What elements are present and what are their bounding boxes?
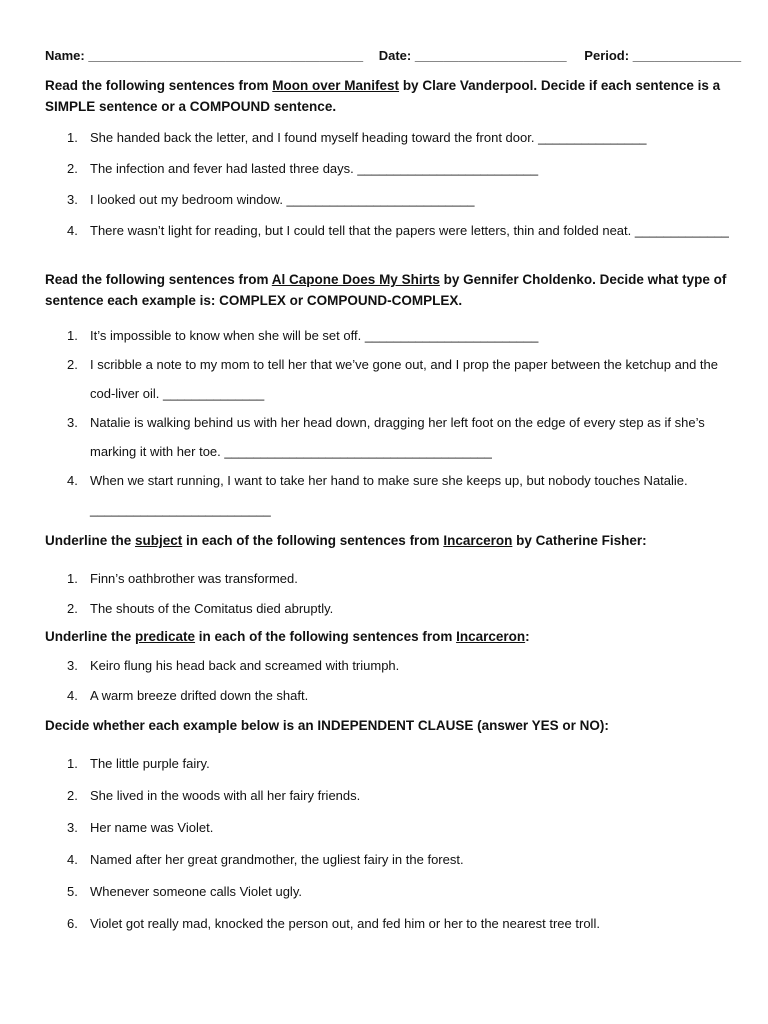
section5-list bbox=[45, 754, 735, 934]
list-item bbox=[45, 656, 735, 676]
section2-heading bbox=[45, 269, 735, 311]
section4-book-title: Incarceron bbox=[456, 629, 526, 644]
list-item bbox=[45, 686, 735, 706]
item-number: 3. bbox=[67, 820, 78, 835]
item-number: 2. bbox=[67, 357, 78, 372]
list-item bbox=[45, 754, 735, 774]
section4-heading-pre: Underline the bbox=[45, 629, 136, 644]
item-text: The infection and fever had lasted three days. _________________________ bbox=[90, 161, 539, 176]
item-text: The shouts of the Comitatus died abruptly. bbox=[90, 601, 334, 616]
item-text: I scribble a note to my mom to tell her that we’ve gone out, and I prop the paper between the ketchup and the cod-liver oil. ______________ bbox=[90, 357, 718, 401]
section4-term: predicate bbox=[135, 629, 196, 644]
list-item bbox=[45, 850, 735, 870]
section3-heading-post: by Catherine Fisher: bbox=[512, 533, 647, 548]
item-text: It’s impossible to know when she will be set off. ________________________ bbox=[90, 328, 539, 343]
section4-heading-mid: in each of the following sentences from bbox=[195, 629, 457, 644]
item-text: Named after her great grandmother, the ugliest fairy in the forest. bbox=[90, 852, 464, 867]
item-number: 4. bbox=[67, 223, 78, 238]
item-number: 1. bbox=[67, 328, 78, 343]
section1-heading-post: by Clare Vanderpool. Decide if each sentence is a SIMPLE sentence or a COMPOUND sentence. bbox=[45, 78, 721, 114]
item-number: 6. bbox=[67, 916, 78, 931]
list-item bbox=[45, 599, 735, 619]
section3-heading-mid: in each of the following sentences from bbox=[182, 533, 444, 548]
item-number: 2. bbox=[67, 601, 78, 616]
item-number: 1. bbox=[67, 756, 78, 771]
section4-list bbox=[45, 656, 735, 706]
list-item bbox=[45, 914, 735, 934]
item-number: 5. bbox=[67, 884, 78, 899]
section5-heading: Decide whether each example below is an INDEPENDENT CLAUSE (answer YES or NO): bbox=[45, 718, 609, 733]
list-item bbox=[45, 128, 735, 148]
list-item bbox=[45, 190, 735, 210]
item-number: 4. bbox=[67, 852, 78, 867]
section1-list bbox=[45, 128, 735, 241]
list-item bbox=[45, 786, 735, 806]
item-text: The little purple fairy. bbox=[90, 756, 210, 771]
student-info-header bbox=[45, 48, 742, 63]
section3-heading-pre: Underline the bbox=[45, 533, 136, 548]
item-number: 1. bbox=[67, 571, 78, 586]
list-item bbox=[45, 221, 735, 241]
name-field[interactable]: Name: ______________________________________ bbox=[45, 48, 364, 63]
list-item bbox=[45, 159, 735, 179]
list-item bbox=[45, 818, 735, 838]
item-text: When we start running, I want to take her hand to make sure she keeps up, but nobody touches Natalie. _________________________ bbox=[90, 473, 688, 517]
list-item bbox=[45, 350, 735, 408]
section3-heading bbox=[45, 530, 735, 551]
item-number: 3. bbox=[67, 658, 78, 673]
section1-heading bbox=[45, 75, 735, 117]
item-text: She handed back the letter, and I found myself heading toward the front door. _______________ bbox=[90, 130, 647, 145]
section4-heading bbox=[45, 626, 735, 647]
item-text: Natalie is walking behind us with her head down, dragging her left foot on the edge of every step as if she’s marking it with her toe. _____________________________________ bbox=[90, 415, 705, 459]
list-item bbox=[45, 569, 735, 589]
list-item bbox=[45, 466, 735, 524]
item-number: 2. bbox=[67, 788, 78, 803]
item-text: She lived in the woods with all her fairy friends. bbox=[90, 788, 361, 803]
item-text: Finn’s oathbrother was transformed. bbox=[90, 571, 298, 586]
section2-heading-pre: Read the following sentences from bbox=[45, 272, 272, 287]
item-number: 3. bbox=[67, 192, 78, 207]
list-item bbox=[45, 408, 735, 466]
item-text: Her name was Violet. bbox=[90, 820, 214, 835]
item-number: 2. bbox=[67, 161, 78, 176]
item-text: Violet got really mad, knocked the person out, and fed him or her to the nearest tree troll. bbox=[90, 916, 600, 931]
section1-book-title: Moon over Manifest bbox=[272, 78, 400, 93]
item-number: 4. bbox=[67, 688, 78, 703]
item-number: 4. bbox=[67, 473, 78, 488]
period-field[interactable]: Period: _______________ bbox=[584, 48, 742, 63]
item-number: 1. bbox=[67, 130, 78, 145]
list-item bbox=[45, 321, 735, 350]
section1-heading-pre: Read the following sentences from bbox=[45, 78, 273, 93]
section2-heading-post: by Gennifer Choldenko. Decide what type of sentence each example is: COMPLEX or COMPOUND-COMPLEX. bbox=[45, 272, 727, 308]
item-text: Whenever someone calls Violet ugly. bbox=[90, 884, 302, 899]
section2-list bbox=[45, 321, 735, 524]
date-field[interactable]: Date: _____________________ bbox=[378, 48, 567, 63]
list-item bbox=[45, 882, 735, 902]
section2-book-title: Al Capone Does My Shirts bbox=[271, 272, 440, 287]
item-text: I looked out my bedroom window. __________________________ bbox=[90, 192, 475, 207]
section3-book-title: Incarceron bbox=[443, 533, 513, 548]
section4-heading-post: : bbox=[525, 629, 530, 644]
section3-term: subject bbox=[135, 533, 183, 548]
item-text: Keiro flung his head back and screamed with triumph. bbox=[90, 658, 400, 673]
item-number: 3. bbox=[67, 415, 78, 430]
item-text: There wasn’t light for reading, but I could tell that the papers were letters, thin and folded neat. _____________ bbox=[90, 223, 729, 238]
section3-list bbox=[45, 569, 735, 619]
item-text: A warm breeze drifted down the shaft. bbox=[90, 688, 309, 703]
